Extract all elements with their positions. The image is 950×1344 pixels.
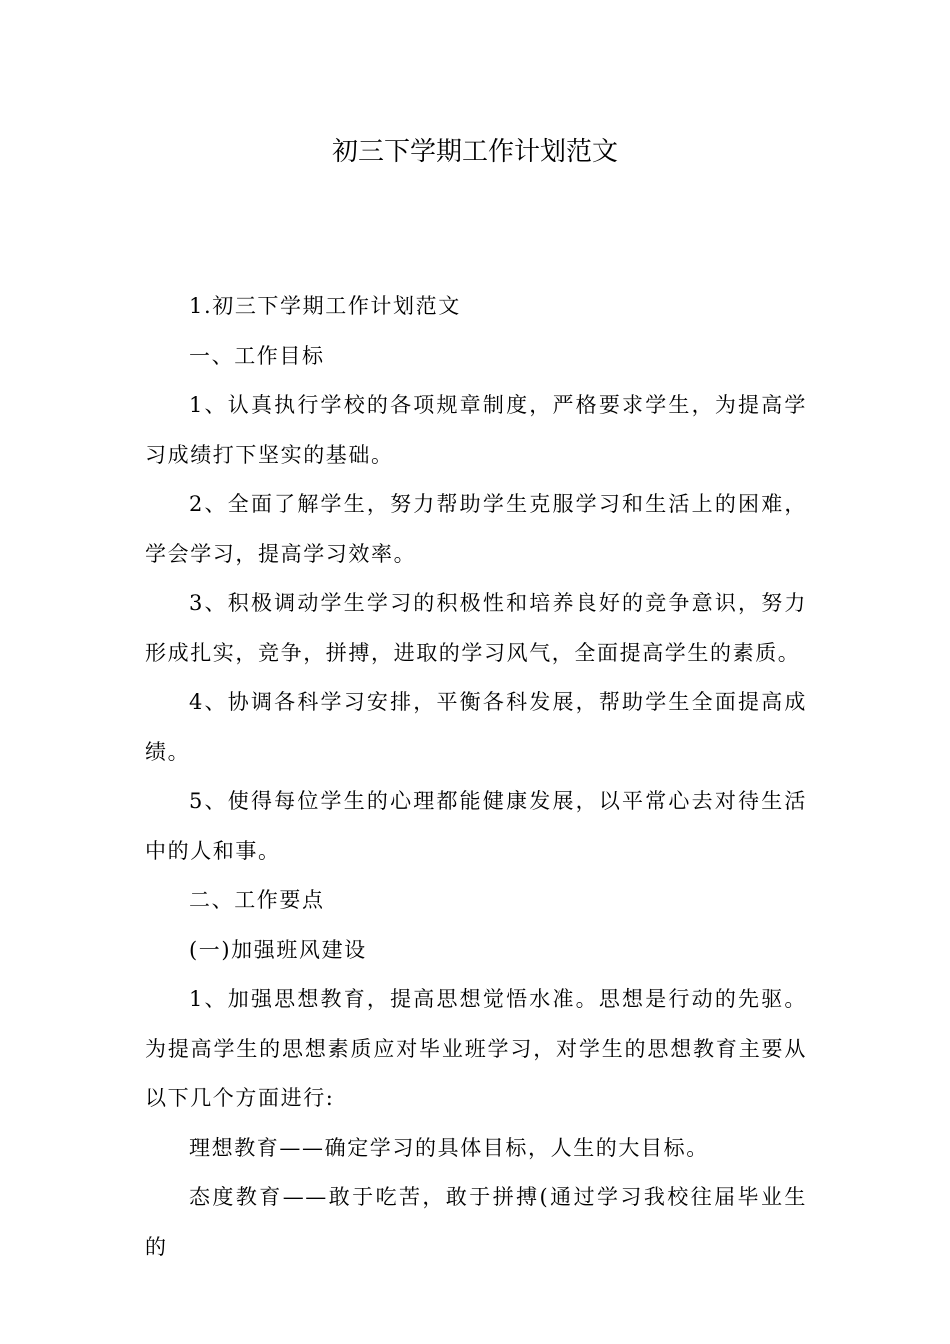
paragraph-attitude-education: 态度教育——敢于吃苦，敢于拼搏(通过学习我校往届毕业生的 <box>145 1185 807 1259</box>
document-body <box>145 282 807 1272</box>
paragraph-goal-3: 3、积极调动学生学习的积极性和培养良好的竞争意识，努力形成扎实，竞争，拼搏，进取的学习风气，全面提高学生的素质。 <box>145 591 807 665</box>
paragraph-goal-4: 4、协调各科学习安排，平衡各科发展，帮助学生全面提高成绩。 <box>145 690 807 764</box>
paragraph-ideal-education: 理想教育——确定学习的具体目标，人生的大目标。 <box>189 1135 709 1160</box>
paragraph-goal-5: 5、使得每位学生的心理都能健康发展，以平常心去对待生活中的人和事。 <box>145 789 807 863</box>
paragraph-goal-1: 1、认真执行学校的各项规章制度，严格要求学生，为提高学习成绩打下坚实的基础。 <box>145 393 807 467</box>
document-title: 初三下学期工作计划范文 <box>331 137 618 167</box>
paragraph-goal-2: 2、全面了解学生，努力帮助学生克服学习和生活上的困难，学会学习，提高学习效率。 <box>145 492 807 566</box>
section-heading-keypoints: 二、工作要点 <box>189 888 325 912</box>
paragraph-heading-1: 1.初三下学期工作计划范文 <box>189 294 461 318</box>
subsection-heading-class-culture: (一)加强班风建设 <box>189 937 367 962</box>
paragraph-ideology-1: 1、加强思想教育，提高思想觉悟水准。思想是行动的先驱。为提高学生的思想素质应对毕业班学习，对学生的思想教育主要从以下几个方面进行: <box>145 987 807 1110</box>
section-heading-goals: 一、工作目标 <box>189 343 325 368</box>
